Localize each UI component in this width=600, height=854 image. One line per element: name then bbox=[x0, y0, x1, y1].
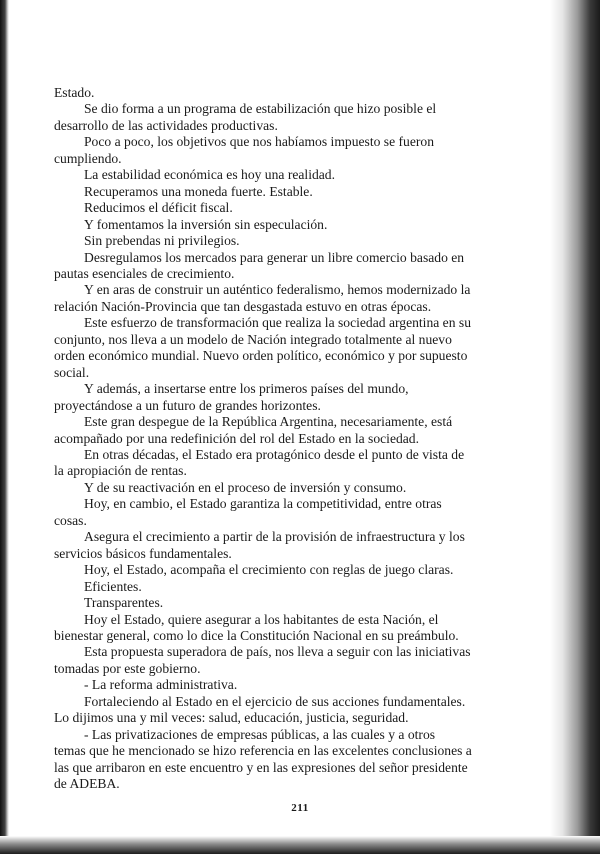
text-line: de ADEBA. bbox=[54, 776, 120, 792]
text-line: Sin prebendas ni privilegios. bbox=[84, 233, 240, 249]
text-line: conjunto, nos lleva a un modelo de Nación integrado totalmente al nuevo bbox=[54, 331, 452, 347]
text-line: Recuperamos una moneda fuerte. Estable. bbox=[84, 183, 313, 199]
scan-left-edge bbox=[0, 0, 9, 854]
text-line: la apropiación de rentas. bbox=[54, 463, 187, 479]
text-line: cosas. bbox=[54, 512, 87, 528]
text-line: Estado. bbox=[54, 85, 95, 100]
text-line: temas que he mencionado se hizo referencia en las excelentes conclusiones a bbox=[54, 743, 472, 759]
page-number: 211 bbox=[291, 802, 309, 814]
text-line: - Las privatizaciones de empresas públicas, a las cuales y a otros bbox=[84, 726, 436, 742]
text-line: Reducimos el déficit fiscal. bbox=[84, 200, 233, 216]
text-line: Y de su reactivación en el proceso de inversión y consumo. bbox=[84, 479, 407, 495]
text-line: pautas esenciales de crecimiento. bbox=[54, 265, 235, 281]
text-line: desarrollo de las actividades productivas. bbox=[54, 117, 278, 133]
text-line: Transparentes. bbox=[84, 595, 164, 611]
text-line: Desregulamos los mercados para generar un libre comercio basado en bbox=[84, 249, 465, 265]
text-line: proyectándose a un futuro de grandes horizontes. bbox=[54, 397, 321, 413]
text-line: relación Nación-Provincia que tan desgastada estuvo en otras épocas. bbox=[54, 298, 432, 314]
text-line: En otras décadas, el Estado era protagónico desde el punto de vista de bbox=[84, 446, 465, 462]
text-line: Fortaleciendo al Estado en el ejercicio de sus acciones fundamentales. bbox=[84, 693, 466, 709]
text-line: Eficientes. bbox=[84, 578, 142, 594]
text-line: Este esfuerzo de transformación que realiza la sociedad argentina en su bbox=[84, 315, 471, 331]
text-line: Hoy el Estado, quiere asegurar a los habitantes de esta Nación, el bbox=[84, 611, 439, 627]
text-line: Y en aras de construir un auténtico federalismo, hemos modernizado la bbox=[84, 282, 471, 298]
text-line: orden económico mundial. Nuevo orden político, económico y por supuesto bbox=[54, 348, 468, 364]
text-line: servicios básicos fundamentales. bbox=[54, 545, 232, 561]
text-line: Y además, a insertarse entre los primeros países del mundo, bbox=[84, 381, 409, 397]
page-body-text bbox=[54, 85, 474, 792]
scan-right-edge bbox=[550, 0, 600, 854]
text-line: - La reforma administrativa. bbox=[84, 677, 238, 693]
text-line: Poco a poco, los objetivos que nos habíamos impuesto se fueron bbox=[84, 134, 434, 150]
text-line: Hoy, el Estado, acompaña el crecimiento con reglas de juego claras. bbox=[84, 562, 454, 578]
text-line: acompañado por una redefinición del rol del Estado en la sociedad. bbox=[54, 430, 420, 446]
text-line: cumpliendo. bbox=[54, 150, 122, 166]
text-line: bienestar general, como lo dice la Constitución Nacional en su preámbulo. bbox=[54, 627, 459, 643]
text-line: las que arribaron en este encuentro y en las expresiones del señor presidente bbox=[54, 759, 468, 775]
text-line: social. bbox=[54, 364, 90, 380]
text-line: Hoy, en cambio, el Estado garantiza la competitividad, entre otras bbox=[84, 496, 442, 512]
text-line: Asegura el crecimiento a partir de la provisión de infraestructura y los bbox=[84, 529, 465, 545]
text-line: Este gran despegue de la República Argentina, necesariamente, está bbox=[84, 414, 453, 430]
text-line: Se dio forma a un programa de estabilización que hizo posible el bbox=[84, 101, 437, 117]
scan-bottom-edge bbox=[0, 836, 600, 854]
text-line: tomadas por este gobierno. bbox=[54, 660, 201, 676]
text-line: Esta propuesta superadora de país, nos lleva a seguir con las iniciativas bbox=[84, 644, 471, 660]
text-line: Lo dijimos una y mil veces: salud, educación, justicia, seguridad. bbox=[54, 710, 409, 726]
text-line: La estabilidad económica es hoy una realidad. bbox=[84, 167, 336, 183]
text-line: Y fomentamos la inversión sin especulación. bbox=[84, 216, 328, 232]
